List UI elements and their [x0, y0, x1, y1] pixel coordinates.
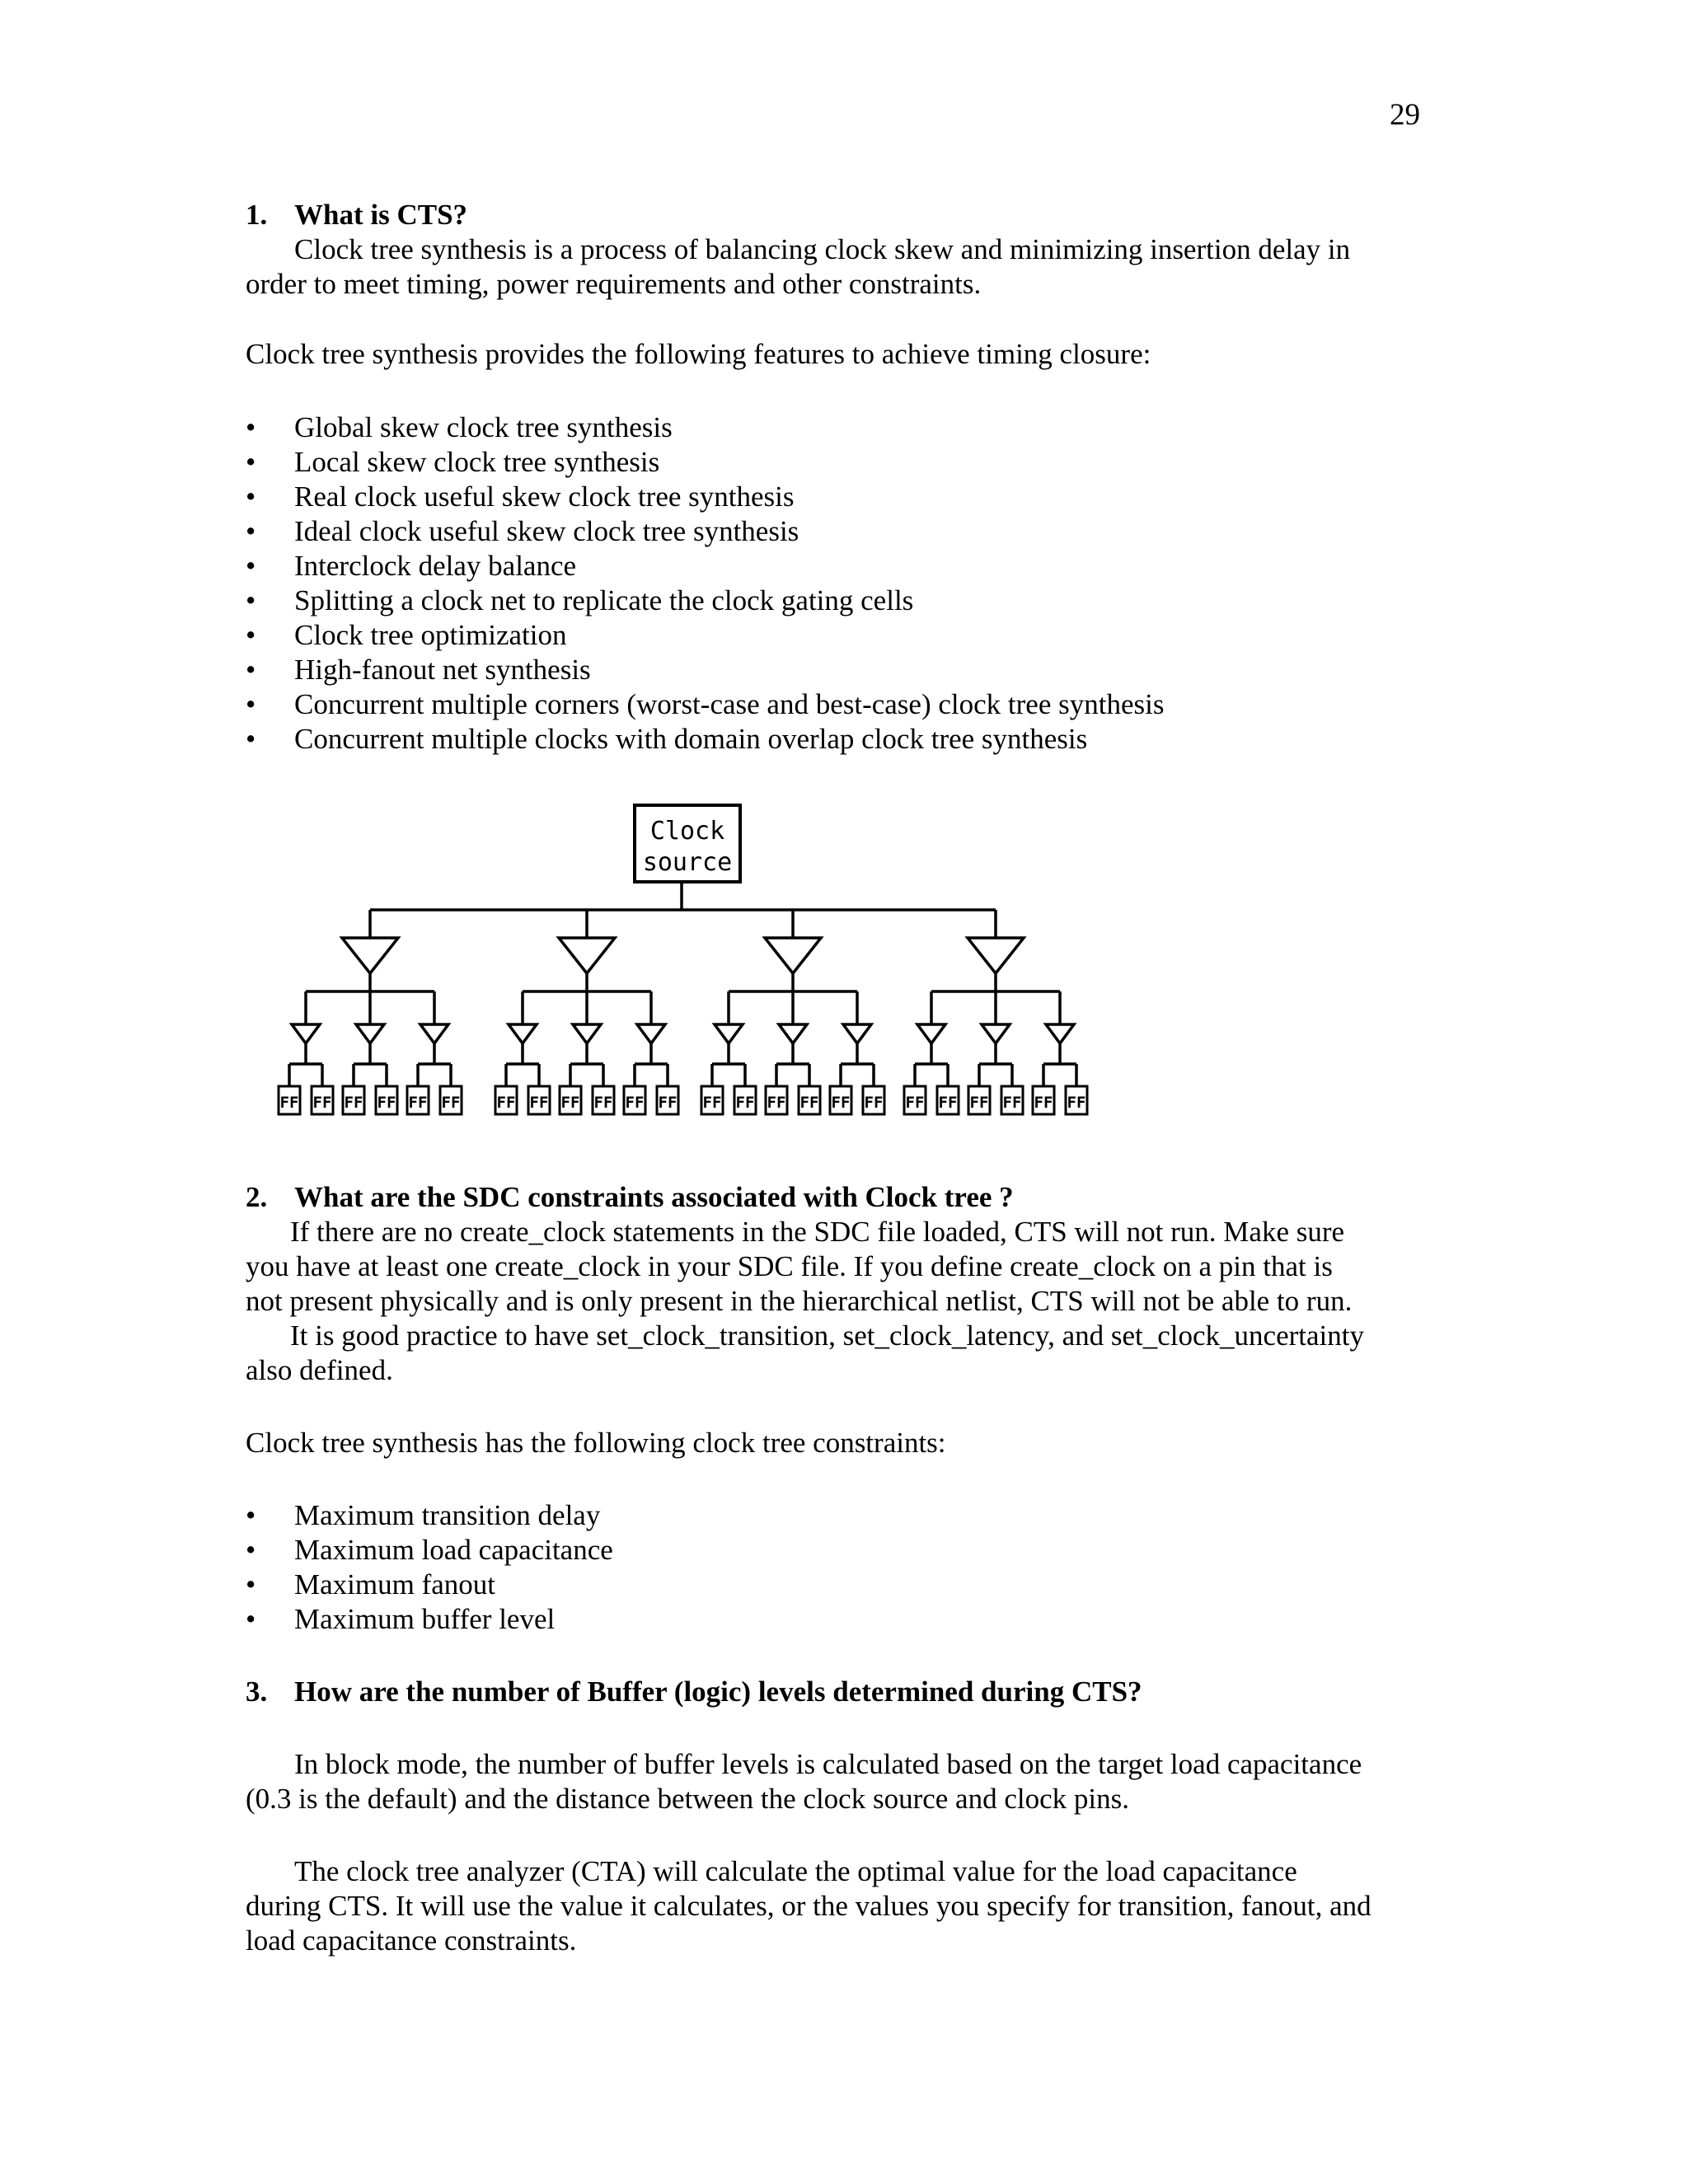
section-2-para-line: If there are no create_clock statements in the SDC file loaded, CTS will not run. Make sure — [290, 1216, 1345, 1248]
flip-flop-label: FF — [969, 1094, 989, 1112]
section-3-para-line: during CTS. It will use the value it calculates, or the values you specify for transition, fanout, and — [246, 1890, 1372, 1922]
bullet-icon: • — [246, 550, 256, 582]
section-1-number: 1. — [246, 199, 268, 231]
section-1-para-line: order to meet timing, power requirements and other constraints. — [246, 268, 982, 300]
section-3-heading — [246, 1675, 1142, 1709]
list-item-text: Ideal clock useful skew clock tree synthesis — [294, 515, 799, 547]
level-1-buffer — [765, 938, 821, 973]
level-2-buffer — [420, 1024, 448, 1043]
flip-flop-label: FF — [625, 1094, 645, 1112]
list-item-text: Global skew clock tree synthesis — [294, 411, 673, 443]
flip-flop-label: FF — [702, 1094, 722, 1112]
flip-flop-label: FF — [799, 1094, 819, 1112]
level-2-buffer — [982, 1024, 1010, 1043]
bullet-icon: • — [246, 723, 256, 755]
flip-flop-label: FF — [593, 1094, 613, 1112]
bullet-icon: • — [246, 654, 256, 686]
list-item-text: Maximum transition delay — [294, 1499, 601, 1531]
flip-flop-label: FF — [377, 1094, 396, 1112]
level-2-buffer — [356, 1024, 384, 1043]
bullet-icon: • — [246, 619, 256, 651]
list-item-text: Maximum fanout — [294, 1568, 495, 1601]
bullet-icon: • — [246, 1499, 256, 1531]
flip-flop-label: FF — [1067, 1094, 1086, 1112]
flip-flop-label: FF — [938, 1094, 958, 1112]
section-3-title: How are the number of Buffer (logic) levels determined during CTS? — [294, 1675, 1142, 1708]
level-2-buffer — [509, 1024, 537, 1043]
section-2-number: 2. — [246, 1181, 268, 1213]
section-2-para-line: you have at least one create_clock in your SDC file. If you define create_clock on a pin that is — [246, 1250, 1333, 1282]
flip-flop-label: FF — [864, 1094, 884, 1112]
list-item-text: Concurrent multiple corners (worst-case and best-case) clock tree synthesis — [294, 688, 1165, 720]
bullet-icon: • — [246, 1534, 256, 1566]
section-3-para-line: The clock tree analyzer (CTA) will calculate the optimal value for the load capacitance — [294, 1855, 1297, 1887]
level-2-buffer — [843, 1024, 871, 1043]
level-2-buffer — [917, 1024, 945, 1043]
flip-flop-label: FF — [279, 1094, 299, 1112]
flip-flop-label: FF — [496, 1094, 516, 1112]
list-item-text: High-fanout net synthesis — [294, 654, 591, 686]
level-1-buffer — [342, 938, 398, 973]
level-2-buffer — [1046, 1024, 1074, 1043]
level-2-buffer — [715, 1024, 743, 1043]
level-2-buffer — [637, 1024, 665, 1043]
level-2-buffer — [573, 1024, 601, 1043]
list-item-text: Concurrent multiple clocks with domain overlap clock tree synthesis — [294, 723, 1088, 755]
flip-flop-label: FF — [767, 1094, 786, 1112]
flip-flop-label: FF — [312, 1094, 332, 1112]
list-item-text: Local skew clock tree synthesis — [294, 446, 660, 478]
flip-flop-label: FF — [560, 1094, 580, 1112]
list-item-text: Clock tree optimization — [294, 619, 567, 651]
flip-flop-label: FF — [529, 1094, 549, 1112]
section-3-para-line: (0.3 is the default) and the distance between the clock source and clock pins. — [246, 1783, 1129, 1815]
section-1-title: What is CTS? — [294, 199, 468, 231]
bullet-icon: • — [246, 584, 256, 616]
bullet-icon: • — [246, 480, 256, 513]
level-2-buffer — [779, 1024, 807, 1043]
bullet-icon: • — [246, 688, 256, 720]
section-3-para-line: load capacitance constraints. — [246, 1924, 577, 1957]
level-2-buffer — [292, 1024, 320, 1043]
flip-flop-label: FF — [658, 1094, 678, 1112]
flip-flop-label: FF — [735, 1094, 755, 1112]
bullet-icon: • — [246, 515, 256, 547]
flip-flop-label: FF — [408, 1094, 428, 1112]
flip-flop-label: FF — [831, 1094, 851, 1112]
level-1-buffer — [968, 938, 1024, 973]
section-1-para-line: Clock tree synthesis is a process of balancing clock skew and minimizing insertion delay in — [294, 233, 1351, 265]
flip-flop-label: FF — [344, 1094, 363, 1112]
clock-source-label: source — [642, 848, 733, 877]
section-2-intro: Clock tree synthesis has the following clock tree constraints: — [246, 1427, 946, 1459]
list-item-text: Real clock useful skew clock tree synthesis — [294, 480, 795, 513]
bullet-icon: • — [246, 411, 256, 443]
bullet-icon: • — [246, 1568, 256, 1601]
section-2-title: What are the SDC constraints associated with Clock tree ? — [294, 1181, 1014, 1213]
section-3-number: 3. — [246, 1675, 268, 1708]
section-2-para-line: It is good practice to have set_clock_transition, set_clock_latency, and set_clock_uncertainty — [290, 1319, 1364, 1352]
section-2-para-line: not present physically and is only present in the hierarchical netlist, CTS will not be able to run. — [246, 1285, 1353, 1317]
flip-flop-label: FF — [1034, 1094, 1053, 1112]
level-1-buffer — [559, 938, 615, 973]
section-2-para-line: also defined. — [246, 1354, 393, 1386]
flip-flop-label: FF — [905, 1094, 925, 1112]
list-item-text: Maximum buffer level — [294, 1603, 556, 1635]
flip-flop-label: FF — [441, 1094, 461, 1112]
section-2-heading — [246, 1180, 1014, 1215]
bullet-icon: • — [246, 446, 256, 478]
section-3-para-line: In block mode, the number of buffer levels is calculated based on the target load capacitance — [294, 1748, 1362, 1780]
page-number: 29 — [1390, 98, 1420, 132]
section-1-intro: Clock tree synthesis provides the following features to achieve timing closure: — [246, 338, 1151, 370]
clock-source-label: Clock — [649, 817, 725, 846]
flip-flop-label: FF — [1002, 1094, 1022, 1112]
list-item-text: Maximum load capacitance — [294, 1534, 613, 1566]
list-item-text: Splitting a clock net to replicate the clock gating cells — [294, 584, 914, 616]
bullet-icon: • — [246, 1603, 256, 1635]
list-item-text: Interclock delay balance — [294, 550, 577, 582]
